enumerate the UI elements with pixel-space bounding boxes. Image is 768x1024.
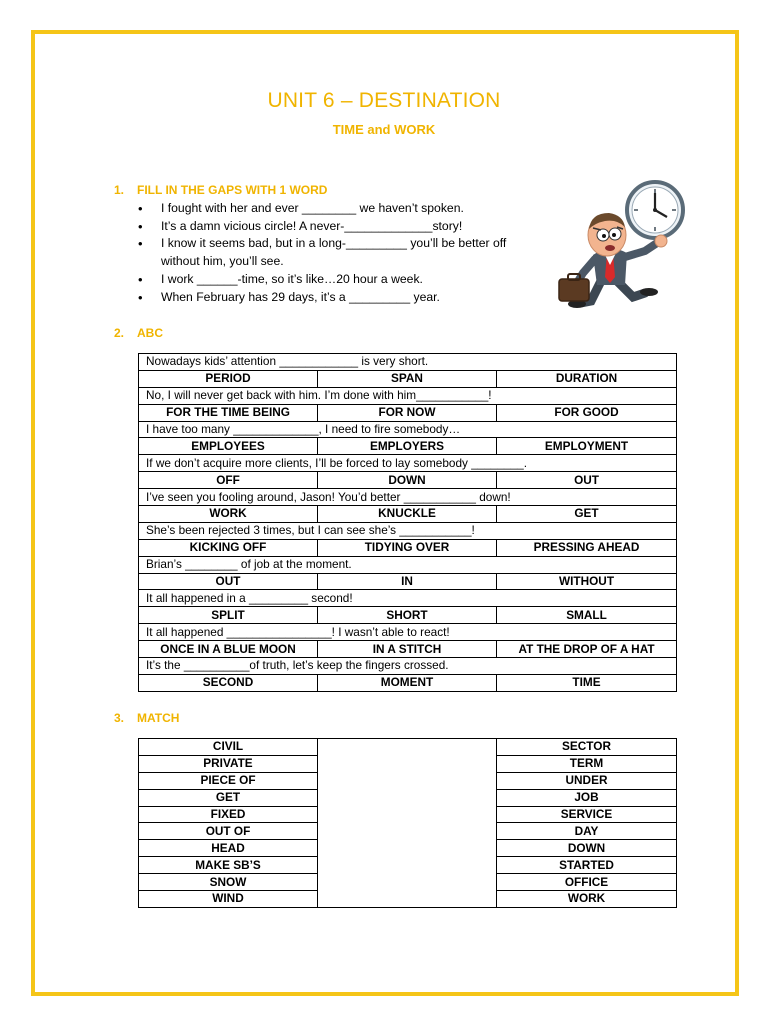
question-sentence: She’s been rejected 3 times, but I can see she’s ___________! <box>139 522 677 539</box>
answer-option: DOWN <box>318 472 497 489</box>
question-sentence: If we don’t acquire more clients, I’ll be forced to lay somebody ________. <box>139 455 677 472</box>
match-right-word: DAY <box>497 823 677 840</box>
answer-option: SPLIT <box>139 607 318 624</box>
match-left-word: PRIVATE <box>139 755 318 772</box>
table-row <box>139 472 677 489</box>
answer-option: GET <box>497 506 677 523</box>
question-sentence: No, I will never get back with him. I’m done with him___________! <box>139 387 677 404</box>
answer-option: PRESSING AHEAD <box>497 539 677 556</box>
table-row <box>139 590 677 607</box>
section-3-title: MATCH <box>137 711 180 725</box>
answer-option: EMPLOYERS <box>318 438 497 455</box>
table-row <box>139 674 677 691</box>
question-sentence: Brian’s ________ of job at the moment. <box>139 556 677 573</box>
answer-option: KNUCKLE <box>318 506 497 523</box>
match-table <box>138 738 677 908</box>
businessman-clock-illustration <box>553 173 703 318</box>
list-item: • It’s a damn vicious circle! A never-_____________story! <box>138 218 538 236</box>
answer-option: SECOND <box>139 674 318 691</box>
table-row <box>139 489 677 506</box>
list-item: • I fought with her and ever ________ we haven’t spoken. <box>138 200 538 218</box>
match-left-word: SNOW <box>139 874 318 891</box>
answer-option: TIME <box>497 674 677 691</box>
answer-option: OUT <box>139 573 318 590</box>
match-right-word: DOWN <box>497 840 677 857</box>
match-left-word: FIXED <box>139 806 318 823</box>
table-row <box>139 624 677 641</box>
table-row <box>139 556 677 573</box>
section-2-title: ABC <box>137 326 163 340</box>
section-1-heading <box>114 183 327 197</box>
clock-icon <box>627 182 683 238</box>
section-2-heading <box>114 326 163 340</box>
table-row <box>139 455 677 472</box>
match-blank-column <box>318 739 497 908</box>
answer-option: SHORT <box>318 607 497 624</box>
match-left-word: CIVIL <box>139 739 318 756</box>
match-left-word: PIECE OF <box>139 772 318 789</box>
match-left-word: GET <box>139 789 318 806</box>
section-1-title: FILL IN THE GAPS WITH 1 WORD <box>137 183 328 197</box>
answer-option: KICKING OFF <box>139 539 318 556</box>
table-row <box>139 739 677 756</box>
question-sentence: I’ve seen you fooling around, Jason! You’d better ___________ down! <box>139 489 677 506</box>
answer-option: TIDYING OVER <box>318 539 497 556</box>
answer-option: PERIOD <box>139 370 318 387</box>
list-item: • I work ______-time, so it’s like…20 hour a week. <box>138 271 538 289</box>
table-row <box>139 438 677 455</box>
section-3-heading <box>114 711 179 725</box>
question-sentence: It all happened in a _________ second! <box>139 590 677 607</box>
question-sentence: Nowadays kids’ attention ____________ is very short. <box>139 354 677 371</box>
match-right-word: JOB <box>497 789 677 806</box>
match-right-word: SERVICE <box>497 806 677 823</box>
question-sentence: It’s the __________of truth, let’s keep the fingers crossed. <box>139 658 677 675</box>
answer-option: MOMENT <box>318 674 497 691</box>
abc-table <box>138 353 677 692</box>
table-row <box>139 658 677 675</box>
match-right-word: UNDER <box>497 772 677 789</box>
page-title: UNIT 6 – DESTINATION <box>267 89 501 112</box>
answer-option: SPAN <box>318 370 497 387</box>
answer-option: WITHOUT <box>497 573 677 590</box>
page-subtitle: TIME and WORK <box>332 122 436 137</box>
answer-option: DURATION <box>497 370 677 387</box>
table-row <box>139 641 677 658</box>
table-row <box>139 370 677 387</box>
answer-option: IN A STITCH <box>318 641 497 658</box>
match-right-word: STARTED <box>497 857 677 874</box>
fill-gaps-list <box>138 200 538 306</box>
table-row <box>139 539 677 556</box>
list-item: • I know it seems bad, but in a long-_________ you’ll be better off without him, you’ll see. <box>138 235 538 270</box>
table-row <box>139 607 677 624</box>
match-right-word: TERM <box>497 755 677 772</box>
answer-option: OFF <box>139 472 318 489</box>
match-right-word: OFFICE <box>497 874 677 891</box>
list-item: • When February has 29 days, it’s a _________ year. <box>138 289 538 307</box>
match-left-word: OUT OF <box>139 823 318 840</box>
question-sentence: It all happened ________________! I wasn’t able to react! <box>139 624 677 641</box>
match-right-word: SECTOR <box>497 739 677 756</box>
answer-option: AT THE DROP OF A HAT <box>497 641 677 658</box>
table-row <box>139 404 677 421</box>
section-1-number: 1. <box>114 183 125 197</box>
answer-option: OUT <box>497 472 677 489</box>
answer-option: EMPLOYMENT <box>497 438 677 455</box>
table-row <box>139 421 677 438</box>
table-row <box>139 506 677 523</box>
section-2-number: 2. <box>114 326 125 340</box>
table-row <box>139 387 677 404</box>
match-left-word: HEAD <box>139 840 318 857</box>
answer-option: FOR NOW <box>318 404 497 421</box>
section-3-number: 3. <box>114 711 125 725</box>
answer-option: WORK <box>139 506 318 523</box>
match-left-word: WIND <box>139 891 318 908</box>
answer-option: ONCE IN A BLUE MOON <box>139 641 318 658</box>
question-sentence: I have too many _____________, I need to fire somebody… <box>139 421 677 438</box>
answer-option: FOR THE TIME BEING <box>139 404 318 421</box>
answer-option: EMPLOYEES <box>139 438 318 455</box>
table-row <box>139 354 677 371</box>
table-row <box>139 522 677 539</box>
answer-option: FOR GOOD <box>497 404 677 421</box>
match-left-word: MAKE SB’S <box>139 857 318 874</box>
table-row <box>139 573 677 590</box>
match-right-word: WORK <box>497 891 677 908</box>
answer-option: SMALL <box>497 607 677 624</box>
answer-option: IN <box>318 573 497 590</box>
